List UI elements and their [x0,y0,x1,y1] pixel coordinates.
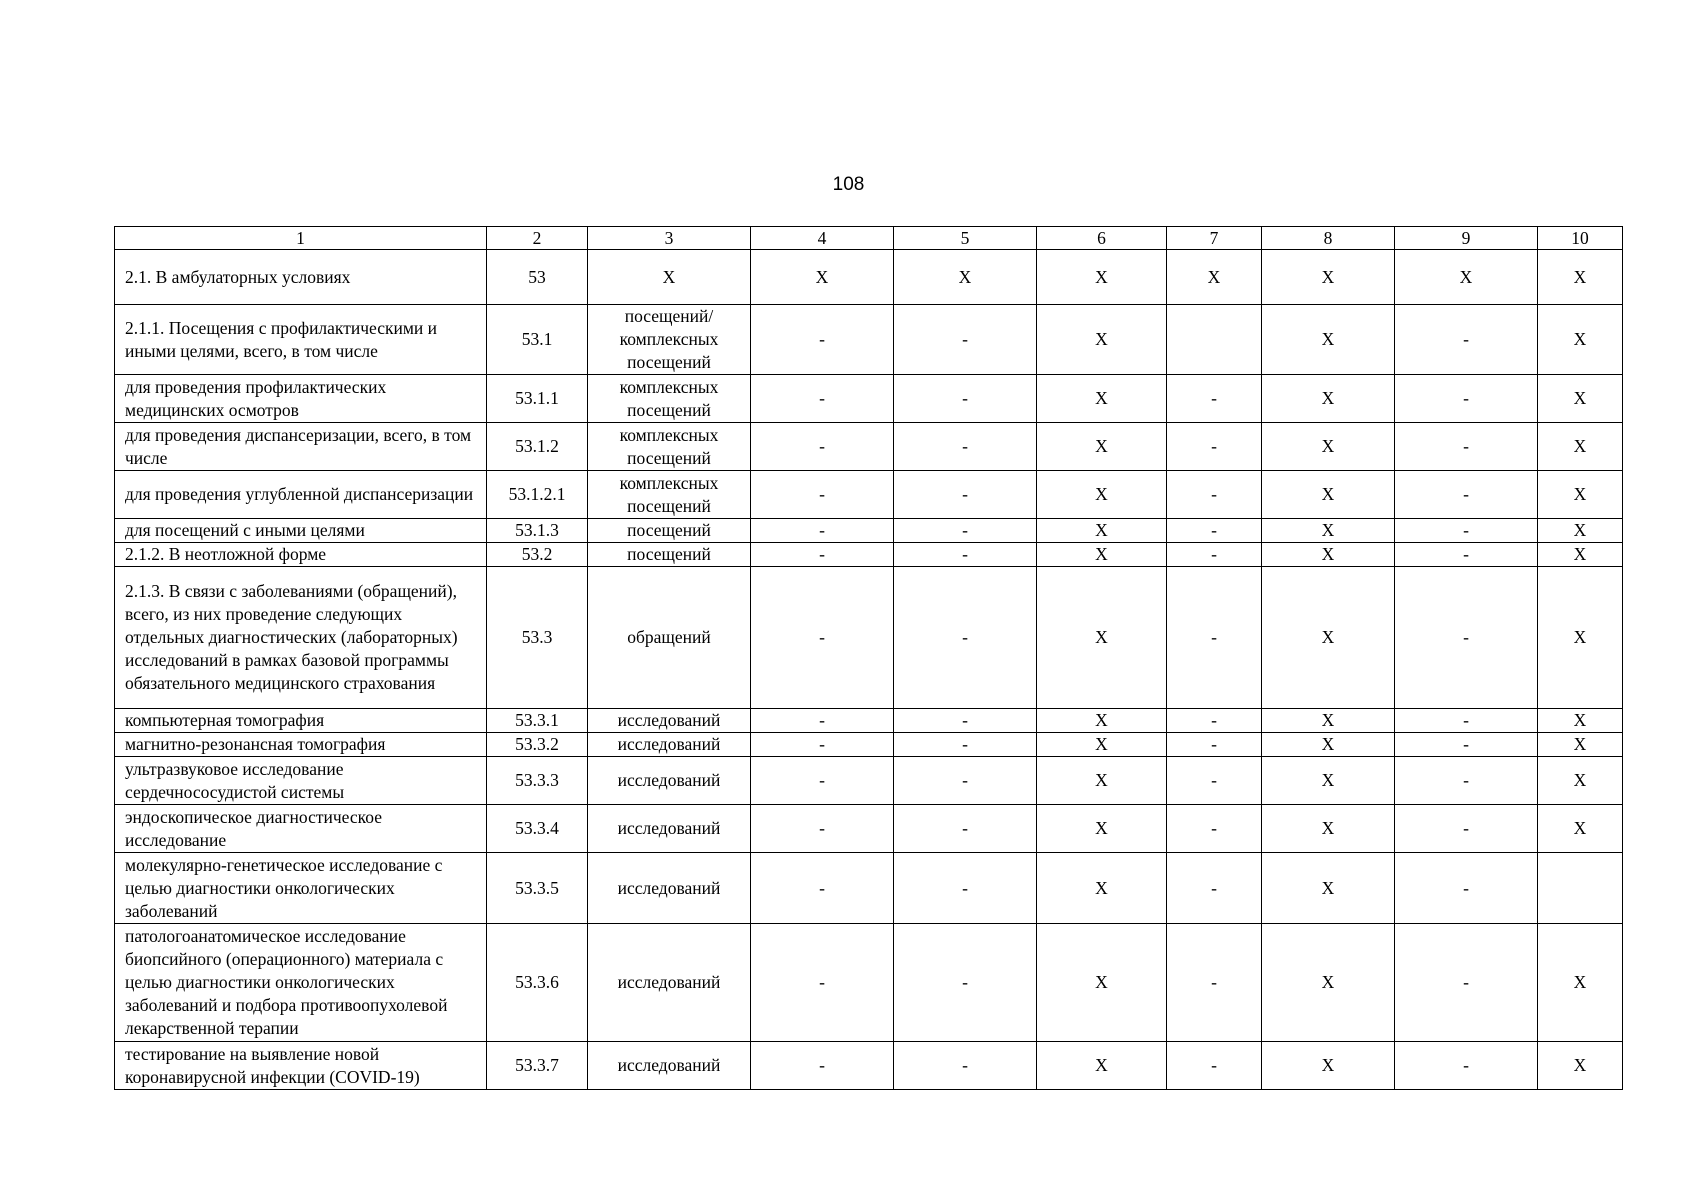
table-row [115,375,1623,423]
table-cell: X [1037,543,1167,567]
row-code-cell: 53.3.3 [487,757,588,805]
table-cell: - [1167,733,1262,757]
row-code-cell: 53.3.1 [487,709,588,733]
header-cell-8: 8 [1262,227,1395,250]
table-cell: X [1262,519,1395,543]
row-name-cell: компьютерная томография [115,709,487,733]
table-cell: X [1538,805,1623,853]
header-cell-1: 1 [115,227,487,250]
table-cell [1167,305,1262,375]
table-cell: - [894,519,1037,543]
table-cell: X [1262,250,1395,305]
table-row [115,805,1623,853]
table-cell: - [1395,519,1538,543]
table-cell: X [1538,757,1623,805]
row-name-cell: 2.1.1. Посещения с профилактическими и иными целями, всего, в том числе [115,305,487,375]
row-unit-cell: комплексных посещений [588,375,751,423]
row-unit-cell: X [588,250,751,305]
table-row [115,305,1623,375]
row-code-cell: 53.2 [487,543,588,567]
table-cell: - [894,305,1037,375]
row-code-cell: 53 [487,250,588,305]
header-cell-3: 3 [588,227,751,250]
table-cell: X [1538,519,1623,543]
row-code-cell: 53.3.4 [487,805,588,853]
table-row [115,709,1623,733]
table-cell: X [1037,733,1167,757]
row-name-cell: для проведения диспансеризации, всего, в том числе [115,423,487,471]
row-unit-cell: посещений [588,519,751,543]
table-row [115,853,1623,924]
row-name-cell: для посещений с иными целями [115,519,487,543]
table-cell: - [751,423,894,471]
table-cell: - [1395,805,1538,853]
header-cell-10: 10 [1538,227,1623,250]
header-cell-5: 5 [894,227,1037,250]
table-cell: X [1262,423,1395,471]
row-name-cell: 2.1.2. В неотложной форме [115,543,487,567]
table-cell: X [1037,519,1167,543]
header-row [115,227,1623,250]
row-unit-cell: исследований [588,924,751,1042]
table-cell: X [1037,757,1167,805]
row-unit-cell: исследований [588,1042,751,1090]
table-cell: - [751,924,894,1042]
table-cell: X [1037,250,1167,305]
table-cell: X [1538,471,1623,519]
table-cell: - [1395,423,1538,471]
table-cell: - [1167,757,1262,805]
table-cell: - [1395,733,1538,757]
table-cell: - [751,853,894,924]
table-cell: - [751,757,894,805]
table-cell: - [1395,709,1538,733]
table-cell: - [1395,924,1538,1042]
table-cell: - [894,423,1037,471]
table-cell: X [1538,250,1623,305]
table-cell: - [751,305,894,375]
table-cell: - [1395,1042,1538,1090]
table-cell: - [751,805,894,853]
table-cell: X [1262,757,1395,805]
row-name-cell: эндоскопическое диагностическое исследование [115,805,487,853]
row-code-cell: 53.3.2 [487,733,588,757]
table-cell: X [1037,853,1167,924]
row-unit-cell: комплексных посещений [588,423,751,471]
row-code-cell: 53.1.3 [487,519,588,543]
table-cell: - [751,471,894,519]
table-cell: - [894,1042,1037,1090]
table-cell: - [1395,853,1538,924]
table-cell: X [1037,805,1167,853]
header-cell-7: 7 [1167,227,1262,250]
table-cell: X [1037,567,1167,709]
row-name-cell: тестирование на выявление новой коронавирусной инфекции (COVID-19) [115,1042,487,1090]
row-name-cell: для проведения профилактических медицинских осмотров [115,375,487,423]
table-cell: X [894,250,1037,305]
row-name-cell: магнитно-резонансная томография [115,733,487,757]
row-code-cell: 53.1.2 [487,423,588,471]
table-cell: - [1167,709,1262,733]
table-cell: X [1262,375,1395,423]
row-name-cell: ультразвуковое исследование сердечнососудистой системы [115,757,487,805]
table-cell: - [894,924,1037,1042]
table-cell: X [1262,924,1395,1042]
row-unit-cell: исследований [588,853,751,924]
row-code-cell: 53.3.7 [487,1042,588,1090]
table-cell: X [751,250,894,305]
table-cell: - [751,567,894,709]
table-cell: - [751,733,894,757]
table-row [115,543,1623,567]
row-unit-cell: исследований [588,733,751,757]
header-cell-4: 4 [751,227,894,250]
page-number: 108 [832,174,865,195]
table-cell: - [894,543,1037,567]
table-cell: X [1037,305,1167,375]
table-cell: X [1037,1042,1167,1090]
row-unit-cell: комплексных посещений [588,471,751,519]
row-unit-cell: исследований [588,709,751,733]
table-cell: - [894,757,1037,805]
table-cell: X [1262,709,1395,733]
table-cell: - [1395,471,1538,519]
row-code-cell: 53.3 [487,567,588,709]
header-cell-9: 9 [1395,227,1538,250]
table-cell: - [1167,471,1262,519]
table-cell: - [751,543,894,567]
table-cell: - [894,805,1037,853]
table-cell: X [1167,250,1262,305]
table-cell: X [1538,423,1623,471]
table-row [115,567,1623,709]
row-name-cell: 2.1. В амбулаторных условиях [115,250,487,305]
row-code-cell: 53.1.2.1 [487,471,588,519]
table-cell: - [894,733,1037,757]
table-cell: - [1395,305,1538,375]
table-cell: X [1538,543,1623,567]
table-cell: - [894,709,1037,733]
table-cell: X [1262,543,1395,567]
table-cell: - [1395,567,1538,709]
row-name-cell: патологоанатомическое исследование биопсийного (операционного) материала с целью диагностики онкологических заболеваний и подбора противоопухолевой лекарственной терапии [115,924,487,1042]
table-cell: X [1262,305,1395,375]
row-unit-cell: посещений [588,543,751,567]
table-cell: - [894,853,1037,924]
table-cell: X [1262,733,1395,757]
table-cell: - [1395,543,1538,567]
table-cell: - [751,519,894,543]
table-cell: X [1538,305,1623,375]
table-cell: - [1167,567,1262,709]
row-unit-cell: исследований [588,805,751,853]
table-cell: X [1538,1042,1623,1090]
table-cell: - [1167,805,1262,853]
table-cell: - [751,709,894,733]
table-cell: - [751,1042,894,1090]
table-cell: X [1538,733,1623,757]
table-row [115,471,1623,519]
table-cell: - [1167,423,1262,471]
table-cell: - [894,567,1037,709]
table-cell: - [894,471,1037,519]
header-cell-2: 2 [487,227,588,250]
table-cell: - [1167,519,1262,543]
table-cell: - [894,375,1037,423]
row-unit-cell: посещений/ комплексных посещений [588,305,751,375]
row-code-cell: 53.1.1 [487,375,588,423]
row-unit-cell: исследований [588,757,751,805]
table-row [115,924,1623,1042]
table-cell: - [1167,924,1262,1042]
table-cell: - [1167,543,1262,567]
table-row [115,423,1623,471]
table-cell: X [1037,709,1167,733]
table-cell: X [1037,375,1167,423]
table-cell: X [1538,924,1623,1042]
table-cell: X [1262,853,1395,924]
table-cell [1538,853,1623,924]
table-cell: X [1262,1042,1395,1090]
table-cell: X [1538,709,1623,733]
table-row [115,519,1623,543]
row-unit-cell: обращений [588,567,751,709]
table-cell: - [1167,853,1262,924]
table-cell: - [751,375,894,423]
table-cell: X [1037,471,1167,519]
table-cell: X [1538,375,1623,423]
table-row [115,733,1623,757]
table-row [115,757,1623,805]
table-cell: X [1395,250,1538,305]
table-cell: X [1262,567,1395,709]
row-code-cell: 53.1 [487,305,588,375]
row-name-cell: молекулярно-генетическое исследование с целью диагностики онкологических заболеваний [115,853,487,924]
table-cell: - [1395,757,1538,805]
data-table [114,226,1623,1090]
table-cell: - [1167,375,1262,423]
row-name-cell: для проведения углубленной диспансеризации [115,471,487,519]
table-cell: X [1538,567,1623,709]
header-cell-6: 6 [1037,227,1167,250]
table-cell: X [1262,805,1395,853]
table-cell: X [1262,471,1395,519]
table-cell: X [1037,423,1167,471]
table-cell: X [1037,924,1167,1042]
row-code-cell: 53.3.5 [487,853,588,924]
table-cell: - [1395,375,1538,423]
row-code-cell: 53.3.6 [487,924,588,1042]
table-row [115,250,1623,305]
table-cell: - [1167,1042,1262,1090]
table-row [115,1042,1623,1090]
row-name-cell: 2.1.3. В связи с заболеваниями (обращений), всего, из них проведение следующих отдельных диагностических (лабораторных) исследований в рамках базовой программы обязательного медицинского страхования [115,567,487,709]
